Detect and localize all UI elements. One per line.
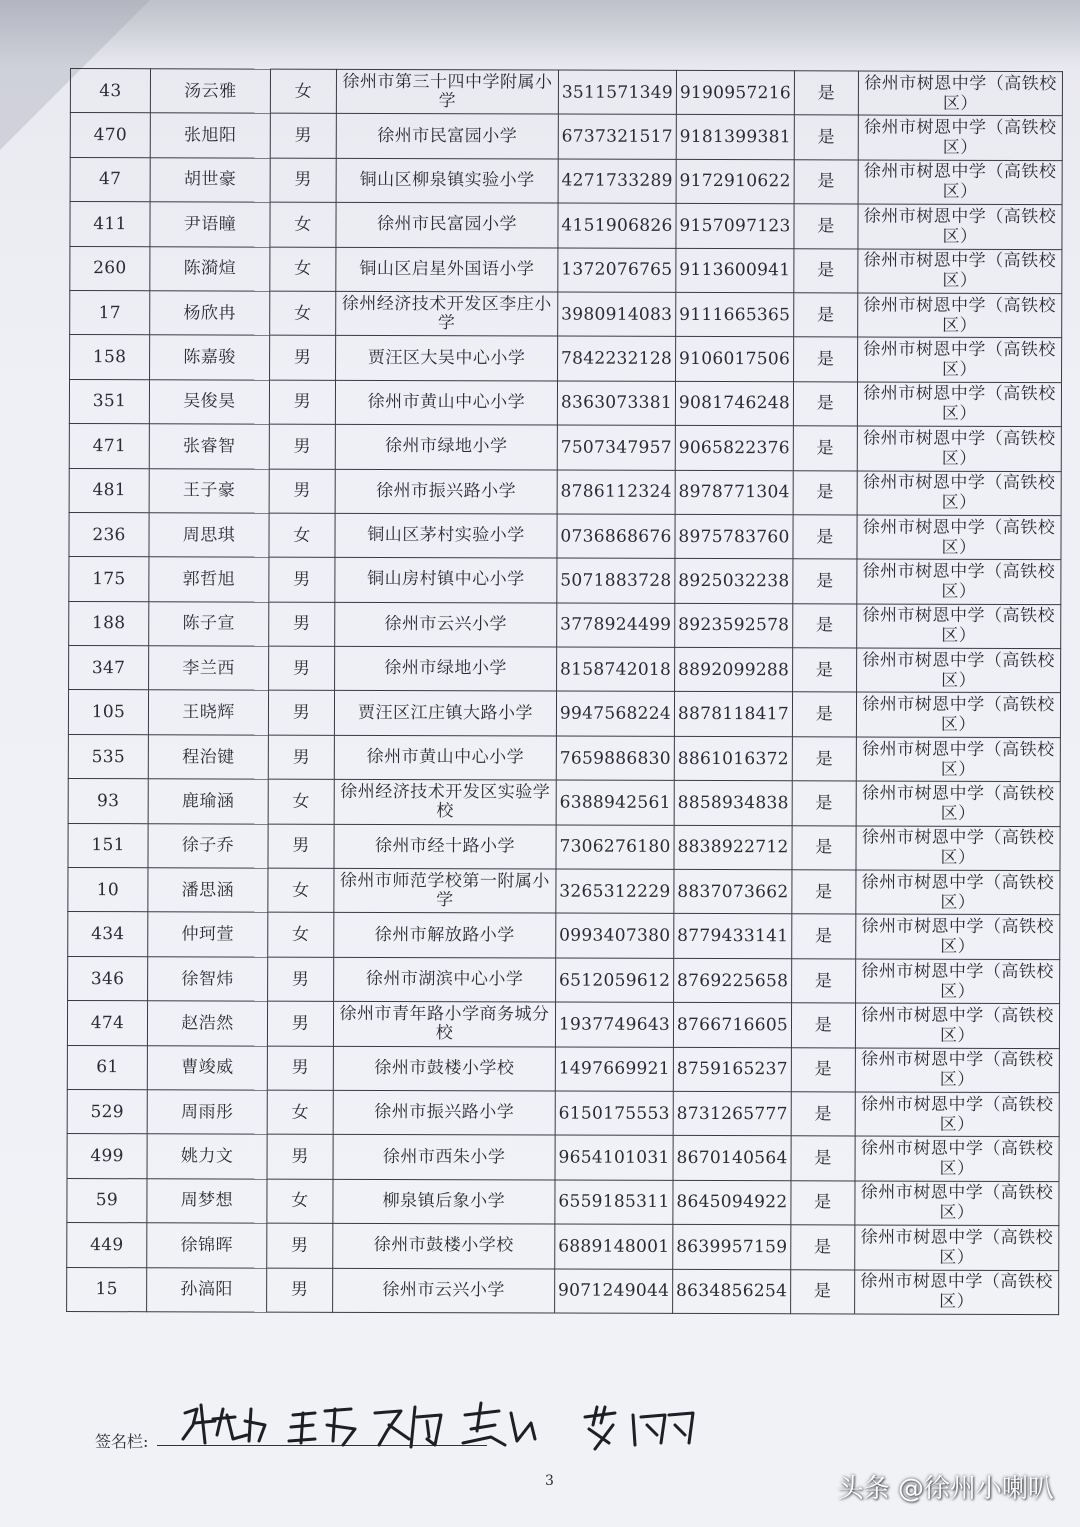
student-id-cell: 529 xyxy=(67,1089,147,1134)
assigned-school-cell: 徐州市树恩中学（高铁校区） xyxy=(858,71,1062,116)
code-2-cell: 8837073662 xyxy=(674,869,792,914)
code-2-cell: 8634856254 xyxy=(673,1269,791,1314)
code-1-cell: 6889148001 xyxy=(555,1224,673,1269)
accepted-cell: 是 xyxy=(791,1225,855,1270)
table-row xyxy=(68,868,1060,916)
code-2-cell: 9065822376 xyxy=(675,426,793,471)
table-row xyxy=(69,512,1061,560)
gender-cell: 男 xyxy=(268,824,334,869)
student-name-cell: 郭哲旭 xyxy=(149,557,269,602)
student-id-cell: 260 xyxy=(70,246,150,291)
student-id-cell: 15 xyxy=(67,1267,147,1312)
code-1-cell: 1372076765 xyxy=(558,248,676,293)
code-2-cell: 9190957216 xyxy=(676,70,794,115)
primary-school-cell: 铜山区茅村实验小学 xyxy=(335,513,557,558)
primary-school-cell: 徐州市黄山中心小学 xyxy=(334,735,556,780)
accepted-cell: 是 xyxy=(792,692,856,737)
assigned-school-cell: 徐州市树恩中学（高铁校区） xyxy=(857,382,1061,427)
code-1-cell: 7659886830 xyxy=(556,736,674,781)
signature-3 xyxy=(375,1407,441,1447)
accepted-cell: 是 xyxy=(792,825,856,870)
assigned-school-cell: 徐州市树恩中学（高铁校区） xyxy=(855,1270,1059,1315)
student-name-cell: 陈子宣 xyxy=(149,601,269,646)
code-1-cell: 4271733289 xyxy=(558,159,676,204)
accepted-cell: 是 xyxy=(791,1047,855,1092)
accepted-cell: 是 xyxy=(791,1136,855,1181)
accepted-cell: 是 xyxy=(794,204,858,249)
student-id-cell: 61 xyxy=(67,1045,147,1090)
student-name-cell: 陈漪煊 xyxy=(150,246,270,291)
primary-school-cell: 徐州市解放路小学 xyxy=(334,913,556,958)
accepted-cell: 是 xyxy=(793,559,857,604)
primary-school-cell: 徐州市黄山中心小学 xyxy=(335,380,557,425)
table-row xyxy=(69,557,1061,605)
table-row xyxy=(68,734,1060,782)
student-id-cell: 535 xyxy=(68,734,148,779)
student-id-cell: 411 xyxy=(70,202,150,247)
accepted-cell: 是 xyxy=(794,293,858,338)
student-name-cell: 张睿智 xyxy=(149,424,269,469)
student-name-cell: 王子豪 xyxy=(149,468,269,513)
signature-5 xyxy=(585,1407,693,1449)
student-id-cell: 481 xyxy=(69,468,149,513)
gender-cell: 女 xyxy=(268,868,334,913)
code-1-cell: 0736868676 xyxy=(557,514,675,559)
table-row xyxy=(69,646,1061,694)
gender-cell: 男 xyxy=(270,158,336,203)
assigned-school-cell: 徐州市树恩中学（高铁校区） xyxy=(856,870,1060,915)
signature-2 xyxy=(289,1409,355,1445)
student-name-cell: 李兰西 xyxy=(149,646,269,691)
code-1-cell: 3980914083 xyxy=(558,292,676,337)
gender-cell: 女 xyxy=(269,513,335,558)
primary-school-cell: 徐州市绿地小学 xyxy=(335,424,557,469)
assigned-school-cell: 徐州市树恩中学（高铁校区） xyxy=(857,426,1061,471)
table-row xyxy=(70,290,1062,338)
code-2-cell: 9111665365 xyxy=(676,292,794,337)
code-2-cell: 8892099288 xyxy=(675,647,793,692)
code-1-cell: 7507347957 xyxy=(557,425,675,470)
primary-school-cell: 贾汪区江庄镇大路小学 xyxy=(334,691,556,736)
assigned-school-cell: 徐州市树恩中学（高铁校区） xyxy=(858,337,1062,382)
gender-cell: 女 xyxy=(268,913,334,958)
assigned-school-cell: 徐州市树恩中学（高铁校区） xyxy=(856,737,1060,782)
code-2-cell: 9106017506 xyxy=(676,337,794,382)
student-id-cell: 474 xyxy=(67,1001,147,1046)
primary-school-cell: 铜山区柳泉镇实验小学 xyxy=(336,158,558,203)
table-row xyxy=(67,1223,1059,1271)
code-1-cell: 8158742018 xyxy=(557,647,675,692)
gender-cell: 女 xyxy=(270,247,336,292)
table-row xyxy=(70,335,1062,383)
table-row xyxy=(70,157,1062,205)
student-id-cell: 93 xyxy=(68,779,148,824)
table-row xyxy=(70,113,1062,161)
code-2-cell: 8639957159 xyxy=(673,1225,791,1270)
table-row xyxy=(70,69,1062,117)
code-2-cell: 8759165237 xyxy=(673,1047,791,1092)
code-2-cell: 8838922712 xyxy=(674,825,792,870)
accepted-cell: 是 xyxy=(793,515,857,560)
table-row xyxy=(68,956,1060,1004)
assigned-school-cell: 徐州市树恩中学（高铁校区） xyxy=(858,293,1062,338)
table-row xyxy=(68,823,1060,871)
code-1-cell: 4151906826 xyxy=(558,203,676,248)
gender-cell: 男 xyxy=(269,602,335,647)
accepted-cell: 是 xyxy=(793,603,857,648)
roster-body xyxy=(67,69,1063,1315)
primary-school-cell: 徐州市湖滨中心小学 xyxy=(334,957,556,1002)
student-id-cell: 151 xyxy=(68,823,148,868)
code-1-cell: 5071883728 xyxy=(557,558,675,603)
assigned-school-cell: 徐州市树恩中学（高铁校区） xyxy=(858,115,1062,160)
code-2-cell: 8861016372 xyxy=(674,736,792,781)
student-name-cell: 尹语瞳 xyxy=(150,202,270,247)
gender-cell: 男 xyxy=(267,1001,333,1046)
table-row xyxy=(67,1267,1059,1315)
table-row xyxy=(68,912,1060,960)
student-name-cell: 徐锦晖 xyxy=(147,1223,267,1268)
code-2-cell: 8975783760 xyxy=(675,514,793,559)
student-name-cell: 徐智炜 xyxy=(148,957,268,1002)
primary-school-cell: 徐州市振兴路小学 xyxy=(335,469,557,514)
gender-cell: 男 xyxy=(267,1134,333,1179)
primary-school-cell: 徐州市云兴小学 xyxy=(333,1268,555,1313)
accepted-cell: 是 xyxy=(792,914,856,959)
primary-school-cell: 徐州市青年路小学商务城分校 xyxy=(333,1002,555,1047)
primary-school-cell: 徐州市振兴路小学 xyxy=(333,1090,555,1135)
code-2-cell: 8925032238 xyxy=(675,559,793,604)
primary-school-cell: 徐州市鼓楼小学校 xyxy=(333,1046,555,1091)
code-2-cell: 8779433141 xyxy=(674,914,792,959)
code-2-cell: 8878118417 xyxy=(674,692,792,737)
code-1-cell: 8363073381 xyxy=(557,381,675,426)
primary-school-cell: 徐州市鼓楼小学校 xyxy=(333,1223,555,1268)
student-id-cell: 59 xyxy=(67,1178,147,1223)
table-row xyxy=(69,601,1061,649)
signature-row xyxy=(95,1395,795,1465)
code-1-cell: 9947568224 xyxy=(556,692,674,737)
student-id-cell: 471 xyxy=(69,424,149,469)
code-2-cell: 9157097123 xyxy=(676,204,794,249)
signature-1 xyxy=(183,1405,265,1443)
assigned-school-cell: 徐州市树恩中学（高铁校区） xyxy=(857,515,1061,560)
primary-school-cell: 徐州经济技术开发区李庄小学 xyxy=(336,291,558,336)
table-row xyxy=(68,779,1060,827)
code-1-cell: 3511571349 xyxy=(558,70,676,115)
student-name-cell: 姚力文 xyxy=(147,1134,267,1179)
primary-school-cell: 铜山房村镇中心小学 xyxy=(335,558,557,603)
code-1-cell: 1497669921 xyxy=(555,1047,673,1092)
code-1-cell: 1937749643 xyxy=(555,1002,673,1047)
accepted-cell: 是 xyxy=(793,470,857,515)
accepted-cell: 是 xyxy=(794,115,858,160)
primary-school-cell: 贾汪区大吴中心小学 xyxy=(336,336,558,381)
student-name-cell: 周雨彤 xyxy=(147,1090,267,1135)
table-row xyxy=(68,690,1060,738)
code-1-cell: 6559185311 xyxy=(555,1180,673,1225)
student-name-cell: 曹竣威 xyxy=(147,1045,267,1090)
student-id-cell: 434 xyxy=(68,912,148,957)
student-id-cell: 175 xyxy=(69,557,149,602)
code-1-cell: 6388942561 xyxy=(556,780,674,825)
code-2-cell: 8670140564 xyxy=(673,1136,791,1181)
primary-school-cell: 徐州经济技术开发区实验学校 xyxy=(334,780,556,825)
assigned-school-cell: 徐州市树恩中学（高铁校区） xyxy=(857,604,1061,649)
student-id-cell: 188 xyxy=(69,601,149,646)
accepted-cell: 是 xyxy=(794,71,858,116)
student-id-cell: 449 xyxy=(67,1223,147,1268)
assigned-school-cell: 徐州市树恩中学（高铁校区） xyxy=(858,160,1062,205)
table-row xyxy=(69,468,1061,516)
gender-cell: 男 xyxy=(267,1046,333,1091)
assigned-school-cell: 徐州市树恩中学（高铁校区） xyxy=(857,470,1061,515)
gender-cell: 女 xyxy=(268,779,334,824)
gender-cell: 女 xyxy=(270,69,336,114)
student-name-cell: 程治键 xyxy=(148,735,268,780)
student-name-cell: 陈嘉骏 xyxy=(150,335,270,380)
gender-cell: 女 xyxy=(267,1090,333,1135)
gender-cell: 女 xyxy=(270,291,336,336)
accepted-cell: 是 xyxy=(794,160,858,205)
accepted-cell: 是 xyxy=(793,426,857,471)
accepted-cell: 是 xyxy=(794,248,858,293)
student-id-cell: 47 xyxy=(70,157,150,202)
signature-label: 签名栏: xyxy=(95,1432,149,1451)
admission-roster-table xyxy=(66,68,1063,1315)
gender-cell: 男 xyxy=(267,1223,333,1268)
code-1-cell: 3265312229 xyxy=(556,869,674,914)
assigned-school-cell: 徐州市树恩中学（高铁校区） xyxy=(858,204,1062,249)
table-row xyxy=(67,1089,1059,1137)
primary-school-cell: 铜山区启星外国语小学 xyxy=(336,247,558,292)
student-name-cell: 杨欣冉 xyxy=(150,291,270,336)
accepted-cell: 是 xyxy=(791,1181,855,1226)
assigned-school-cell: 徐州市树恩中学（高铁校区） xyxy=(856,914,1060,959)
assigned-school-cell: 徐州市树恩中学（高铁校区） xyxy=(855,1048,1059,1093)
gender-cell: 男 xyxy=(269,557,335,602)
gender-cell: 男 xyxy=(270,114,336,159)
primary-school-cell: 徐州市经十路小学 xyxy=(334,824,556,869)
student-name-cell: 张旭阳 xyxy=(150,113,270,158)
student-id-cell: 17 xyxy=(70,290,150,335)
assigned-school-cell: 徐州市树恩中学（高铁校区） xyxy=(857,648,1061,693)
code-2-cell: 8978771304 xyxy=(675,470,793,515)
primary-school-cell: 徐州市民富园小学 xyxy=(336,114,558,159)
page-number: 3 xyxy=(545,1473,554,1489)
assigned-school-cell: 徐州市树恩中学（高铁校区） xyxy=(856,826,1060,871)
student-id-cell: 499 xyxy=(67,1134,147,1179)
gender-cell: 男 xyxy=(269,380,335,425)
gender-cell: 男 xyxy=(267,1268,333,1313)
code-1-cell: 7306276180 xyxy=(556,825,674,870)
code-2-cell: 9181399381 xyxy=(676,115,794,160)
code-2-cell: 8923592578 xyxy=(675,603,793,648)
code-1-cell: 8786112324 xyxy=(557,470,675,515)
accepted-cell: 是 xyxy=(793,648,857,693)
page-top-shadow xyxy=(0,0,1080,70)
table-row xyxy=(69,424,1061,472)
student-name-cell: 周思琪 xyxy=(149,513,269,558)
primary-school-cell: 徐州市民富园小学 xyxy=(336,203,558,248)
code-2-cell: 8769225658 xyxy=(674,958,792,1003)
assigned-school-cell: 徐州市树恩中学（高铁校区） xyxy=(856,781,1060,826)
table-row xyxy=(67,1045,1059,1093)
code-2-cell: 9113600941 xyxy=(676,248,794,293)
primary-school-cell: 柳泉镇后象小学 xyxy=(333,1179,555,1224)
code-1-cell: 9654101031 xyxy=(555,1135,673,1180)
assigned-school-cell: 徐州市树恩中学（高铁校区） xyxy=(856,959,1060,1004)
code-2-cell: 8731265777 xyxy=(673,1091,791,1136)
student-name-cell: 鹿瑜涵 xyxy=(148,779,268,824)
assigned-school-cell: 徐州市树恩中学（高铁校区） xyxy=(855,1092,1059,1137)
code-1-cell: 6737321517 xyxy=(558,114,676,159)
student-name-cell: 吴俊昊 xyxy=(149,379,269,424)
table-row xyxy=(70,202,1062,250)
watermark: 头条 @徐州小喇叭 xyxy=(837,1474,1054,1504)
primary-school-cell: 徐州市师范学校第一附属小学 xyxy=(334,868,556,913)
accepted-cell: 是 xyxy=(791,1269,855,1314)
gender-cell: 男 xyxy=(268,691,334,736)
accepted-cell: 是 xyxy=(792,870,856,915)
assigned-school-cell: 徐州市树恩中学（高铁校区） xyxy=(855,1003,1059,1048)
gender-cell: 男 xyxy=(269,469,335,514)
table-row xyxy=(70,246,1062,294)
student-name-cell: 周梦想 xyxy=(147,1179,267,1224)
code-2-cell: 9172910622 xyxy=(676,159,794,204)
accepted-cell: 是 xyxy=(794,337,858,382)
gender-cell: 女 xyxy=(270,202,336,247)
gender-cell: 女 xyxy=(267,1179,333,1224)
student-name-cell: 孙滈阳 xyxy=(147,1267,267,1312)
student-name-cell: 徐子乔 xyxy=(148,823,268,868)
student-id-cell: 10 xyxy=(68,868,148,913)
student-id-cell: 158 xyxy=(70,335,150,380)
gender-cell: 男 xyxy=(269,646,335,691)
assigned-school-cell: 徐州市树恩中学（高铁校区） xyxy=(855,1225,1059,1270)
primary-school-cell: 徐州市第三十四中学附属小学 xyxy=(336,69,558,114)
table-row xyxy=(67,1134,1059,1182)
table-row xyxy=(67,1001,1059,1049)
student-id-cell: 43 xyxy=(70,69,150,114)
code-1-cell: 6512059612 xyxy=(556,958,674,1003)
gender-cell: 男 xyxy=(268,735,334,780)
table-row xyxy=(69,379,1061,427)
code-1-cell: 6150175553 xyxy=(555,1091,673,1136)
accepted-cell: 是 xyxy=(792,781,856,826)
accepted-cell: 是 xyxy=(791,1092,855,1137)
student-id-cell: 236 xyxy=(69,512,149,557)
code-2-cell: 8766716605 xyxy=(673,1003,791,1048)
student-name-cell: 赵浩然 xyxy=(147,1001,267,1046)
assigned-school-cell: 徐州市树恩中学（高铁校区） xyxy=(855,1136,1059,1181)
assigned-school-cell: 徐州市树恩中学（高铁校区） xyxy=(856,692,1060,737)
primary-school-cell: 徐州市西朱小学 xyxy=(333,1135,555,1180)
student-id-cell: 351 xyxy=(69,379,149,424)
student-name-cell: 王晓辉 xyxy=(148,690,268,735)
accepted-cell: 是 xyxy=(791,1003,855,1048)
assigned-school-cell: 徐州市树恩中学（高铁校区） xyxy=(858,249,1062,294)
student-id-cell: 347 xyxy=(69,646,149,691)
handwritten-signatures xyxy=(165,1395,805,1465)
code-1-cell: 3778924499 xyxy=(557,603,675,648)
code-2-cell: 8858934838 xyxy=(674,781,792,826)
primary-school-cell: 徐州市绿地小学 xyxy=(335,646,557,691)
code-1-cell: 9071249044 xyxy=(555,1269,673,1314)
student-name-cell: 潘思涵 xyxy=(148,868,268,913)
accepted-cell: 是 xyxy=(792,959,856,1004)
gender-cell: 男 xyxy=(269,424,335,469)
gender-cell: 男 xyxy=(270,335,336,380)
student-id-cell: 105 xyxy=(68,690,148,735)
assigned-school-cell: 徐州市树恩中学（高铁校区） xyxy=(855,1181,1059,1226)
student-name-cell: 汤云雅 xyxy=(150,69,270,114)
accepted-cell: 是 xyxy=(792,737,856,782)
signature-4 xyxy=(463,1403,535,1445)
table-row xyxy=(67,1178,1059,1226)
code-2-cell: 9081746248 xyxy=(675,381,793,426)
gender-cell: 男 xyxy=(268,957,334,1002)
accepted-cell: 是 xyxy=(793,382,857,427)
student-id-cell: 470 xyxy=(70,113,150,158)
code-1-cell: 7842232128 xyxy=(558,336,676,381)
student-id-cell: 346 xyxy=(68,956,148,1001)
student-name-cell: 仲珂萱 xyxy=(148,912,268,957)
assigned-school-cell: 徐州市树恩中学（高铁校区） xyxy=(857,559,1061,604)
code-2-cell: 8645094922 xyxy=(673,1180,791,1225)
code-1-cell: 0993407380 xyxy=(556,913,674,958)
primary-school-cell: 徐州市云兴小学 xyxy=(335,602,557,647)
student-name-cell: 胡世豪 xyxy=(150,158,270,203)
